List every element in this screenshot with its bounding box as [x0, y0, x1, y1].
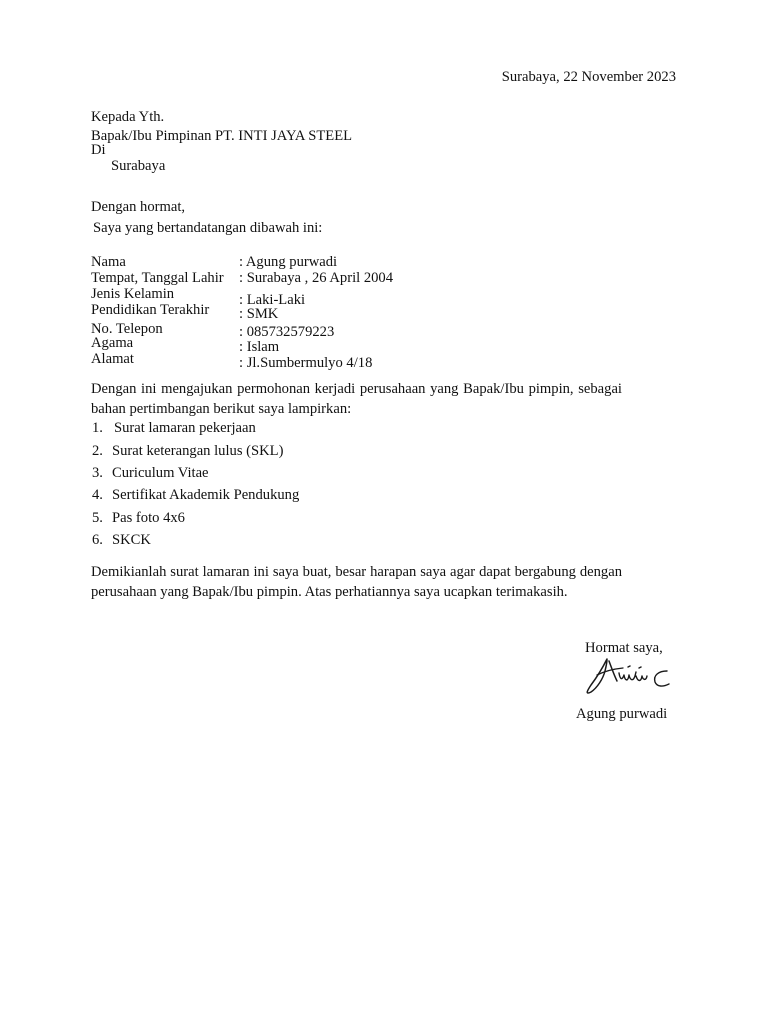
- identity-value: : Islam: [239, 339, 280, 355]
- signature-name: Agung purwadi: [576, 706, 668, 722]
- recipient-city: Surabaya: [111, 158, 166, 174]
- identity-label: No. Telepon: [91, 321, 163, 337]
- intro-text: Saya yang bertandatangan dibawah ini:: [93, 220, 323, 236]
- list-text: Surat lamaran pekerjaan: [114, 420, 256, 436]
- identity-label: Pendidikan Terakhir: [91, 302, 210, 318]
- closing-paragraph: Demikianlah surat lamaran ini saya buat, besar harapan saya agar dapat bergabung dengan perusahaan yang Bapak/Ibu pimpin. Atas perhatiannya saya ucapkan terimakasih.: [91, 564, 622, 600]
- identity-label: Nama: [91, 254, 126, 270]
- identity-label: Jenis Kelamin: [91, 286, 175, 302]
- list-number: 2.: [92, 443, 103, 459]
- list-number: 1.: [92, 420, 103, 436]
- greeting: Dengan hormat,: [91, 199, 186, 215]
- recipient-salutation: Kepada Yth.: [91, 109, 165, 125]
- list-number: 6.: [92, 532, 103, 548]
- identity-label: Agama: [91, 335, 134, 351]
- list-number: 3.: [92, 465, 103, 481]
- list-text: Pas foto 4x6: [112, 510, 185, 526]
- handwritten-signature: [583, 655, 671, 697]
- identity-label: Alamat: [91, 351, 134, 367]
- request-paragraph: Dengan ini mengajukan permohonan kerjadi perusahaan yang Bapak/Ibu pimpin, sebagai bahan pertimbangan berikut saya lampirkan:: [91, 381, 622, 417]
- identity-label: Tempat, Tanggal Lahir: [91, 270, 224, 286]
- signature-closing: Hormat saya,: [585, 640, 663, 656]
- list-text: Curiculum Vitae: [112, 465, 209, 481]
- list-number: 4.: [92, 487, 103, 503]
- list-text: Surat keterangan lulus (SKL): [112, 443, 284, 459]
- list-text: Sertifikat Akademik Pendukung: [112, 487, 300, 503]
- letter-date: Surabaya, 22 November 2023: [501, 69, 676, 85]
- recipient-di: Di: [91, 142, 106, 158]
- identity-value: : Laki-Laki: [239, 292, 306, 308]
- identity-value: : 085732579223: [239, 324, 335, 340]
- identity-value: : Jl.Sumbermulyo 4/18: [239, 355, 373, 371]
- identity-value: : Surabaya , 26 April 2004: [239, 270, 394, 286]
- list-text: SKCK: [112, 532, 151, 548]
- identity-value: : SMK: [239, 306, 279, 322]
- recipient-name: Bapak/Ibu Pimpinan PT. INTI JAYA STEEL: [91, 128, 353, 144]
- list-number: 5.: [92, 510, 103, 526]
- identity-value: : Agung purwadi: [239, 254, 338, 270]
